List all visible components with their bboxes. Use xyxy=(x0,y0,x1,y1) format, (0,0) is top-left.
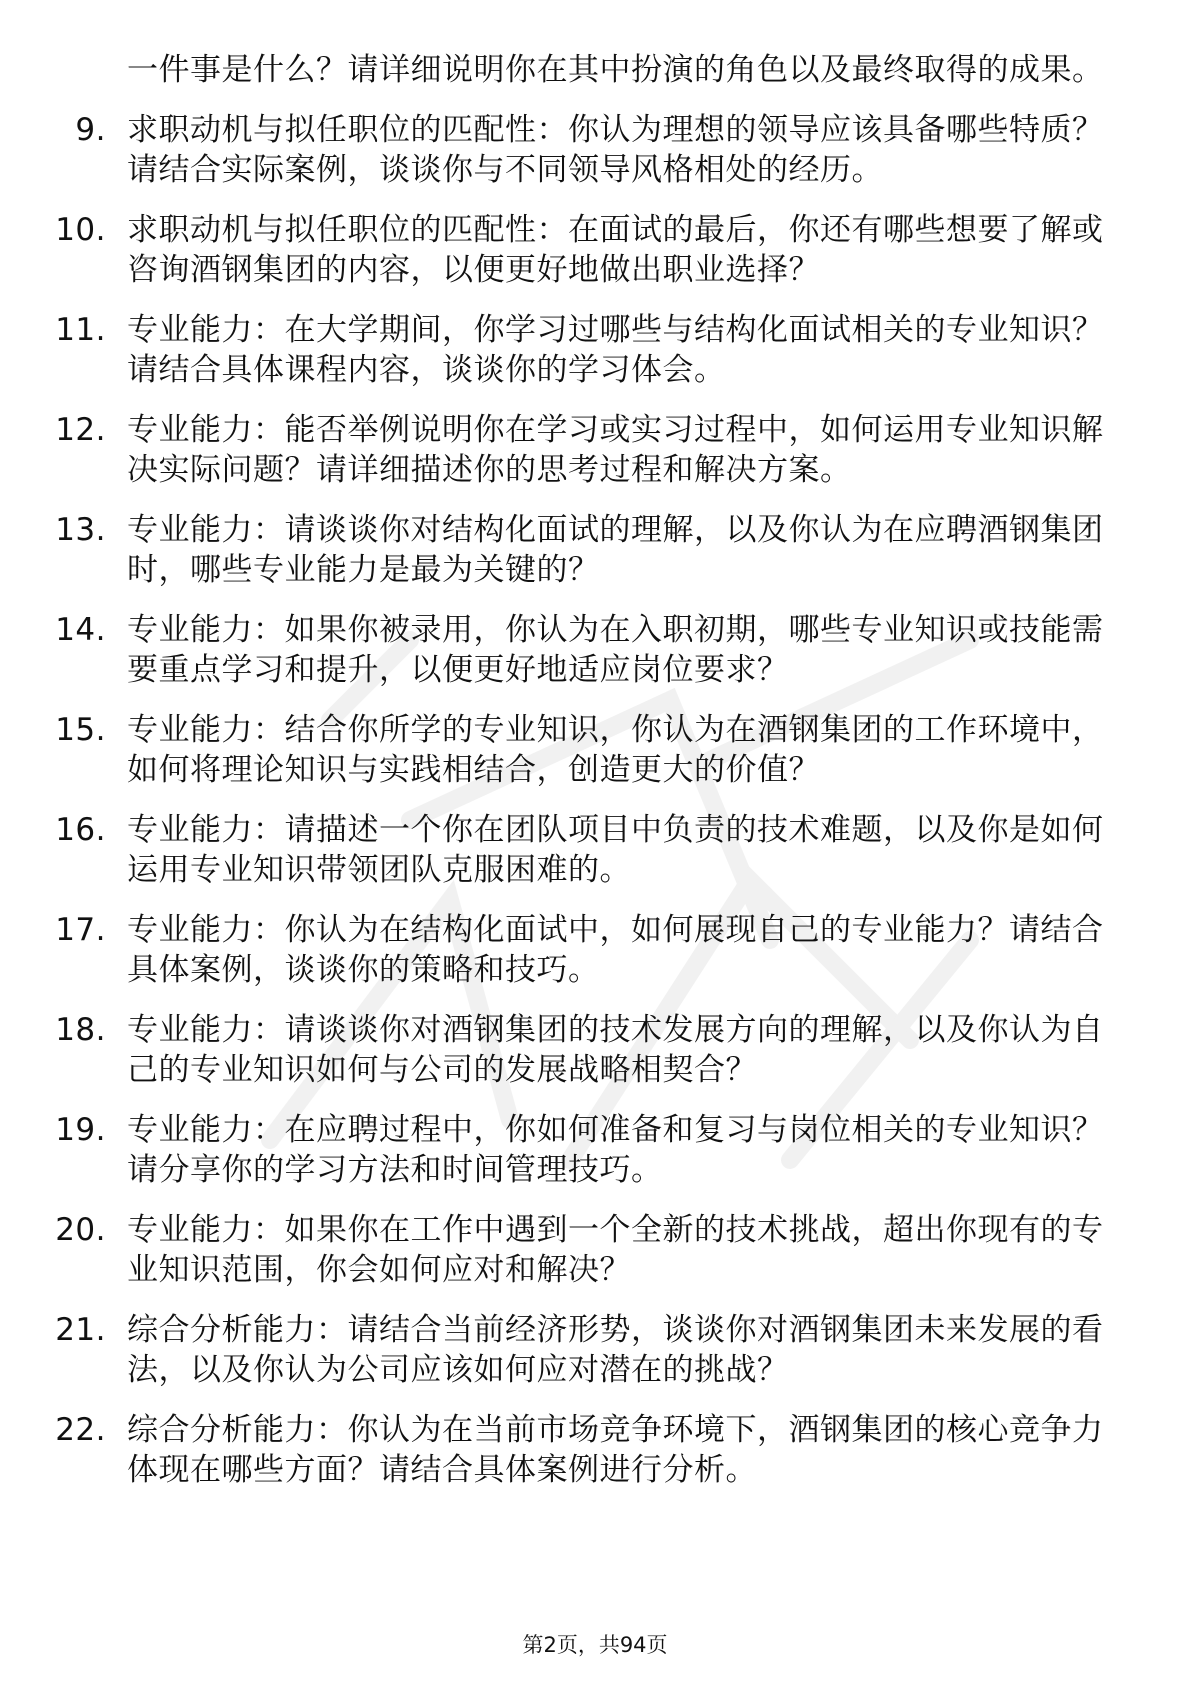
item-number: 19. xyxy=(55,1112,106,1148)
item-text: 专业能力：结合你所学的专业知识，你认为在酒钢集团的工作环境中，如何将理论知识与实践相结合，创造更大的价值？ xyxy=(127,712,1104,788)
item-number: 12. xyxy=(55,412,106,448)
item-number: 17. xyxy=(55,912,106,948)
list-item xyxy=(0,1310,1190,1390)
item-number: 14. xyxy=(55,612,106,648)
item-number: 11. xyxy=(55,312,106,348)
item-number: 20. xyxy=(55,1212,106,1248)
list-item xyxy=(0,1210,1190,1290)
question-list xyxy=(0,50,1190,1490)
item-number: 18. xyxy=(55,1012,106,1048)
item-text: 专业能力：请谈谈你对结构化面试的理解，以及你认为在应聘酒钢集团时，哪些专业能力是最为关键的？ xyxy=(127,512,1104,588)
item-text: 专业能力：如果你被录用，你认为在入职初期，哪些专业知识或技能需要重点学习和提升，以便更好地适应岗位要求？ xyxy=(127,612,1104,688)
list-item xyxy=(0,210,1190,290)
item-number: 13. xyxy=(55,512,106,548)
list-item xyxy=(0,510,1190,590)
item-text: 求职动机与拟任职位的匹配性：在面试的最后，你还有哪些想要了解或咨询酒钢集团的内容，以便更好地做出职业选择？ xyxy=(127,212,1104,288)
item-number: 16. xyxy=(55,812,106,848)
list-item xyxy=(0,1410,1190,1490)
item-number: 21. xyxy=(55,1312,106,1348)
item-text: 专业能力：请描述一个你在团队项目中负责的技术难题，以及你是如何运用专业知识带领团队克服困难的。 xyxy=(127,812,1104,888)
continued-question-text: 一件事是什么？请详细说明你在其中扮演的角色以及最终取得的成果。 xyxy=(127,52,1104,88)
page-footer: 第2页，共94页 xyxy=(522,1633,668,1657)
list-item xyxy=(0,610,1190,690)
item-text: 综合分析能力：请结合当前经济形势，谈谈你对酒钢集团未来发展的看法，以及你认为公司应该如何应对潜在的挑战？ xyxy=(127,1312,1104,1388)
item-number: 22. xyxy=(55,1412,106,1448)
item-number: 15. xyxy=(55,712,106,748)
list-item xyxy=(0,1110,1190,1190)
list-item xyxy=(0,110,1190,190)
list-item xyxy=(0,410,1190,490)
item-number: 9. xyxy=(75,112,106,148)
item-number: 10. xyxy=(55,212,106,248)
list-item xyxy=(0,310,1190,390)
list-item xyxy=(0,710,1190,790)
list-item xyxy=(0,910,1190,990)
item-text: 专业能力：在大学期间，你学习过哪些与结构化面试相关的专业知识？请结合具体课程内容，谈谈你的学习体会。 xyxy=(127,312,1104,388)
list-item xyxy=(0,810,1190,890)
item-text: 专业能力：如果你在工作中遇到一个全新的技术挑战，超出你现有的专业知识范围，你会如何应对和解决？ xyxy=(127,1212,1104,1288)
item-text: 专业能力：在应聘过程中，你如何准备和复习与岗位相关的专业知识？请分享你的学习方法和时间管理技巧。 xyxy=(127,1112,1104,1188)
item-text: 求职动机与拟任职位的匹配性：你认为理想的领导应该具备哪些特质？请结合实际案例，谈谈你与不同领导风格相处的经历。 xyxy=(127,112,1104,188)
item-text: 专业能力：请谈谈你对酒钢集团的技术发展方向的理解，以及你认为自己的专业知识如何与公司的发展战略相契合？ xyxy=(127,1012,1104,1088)
item-text: 综合分析能力：你认为在当前市场竞争环境下，酒钢集团的核心竞争力体现在哪些方面？请结合具体案例进行分析。 xyxy=(127,1412,1104,1488)
item-text: 专业能力：你认为在结构化面试中，如何展现自己的专业能力？请结合具体案例，谈谈你的策略和技巧。 xyxy=(127,912,1104,988)
list-item xyxy=(0,1010,1190,1090)
item-text: 专业能力：能否举例说明你在学习或实习过程中，如何运用专业知识解决实际问题？请详细描述你的思考过程和解决方案。 xyxy=(127,412,1104,488)
